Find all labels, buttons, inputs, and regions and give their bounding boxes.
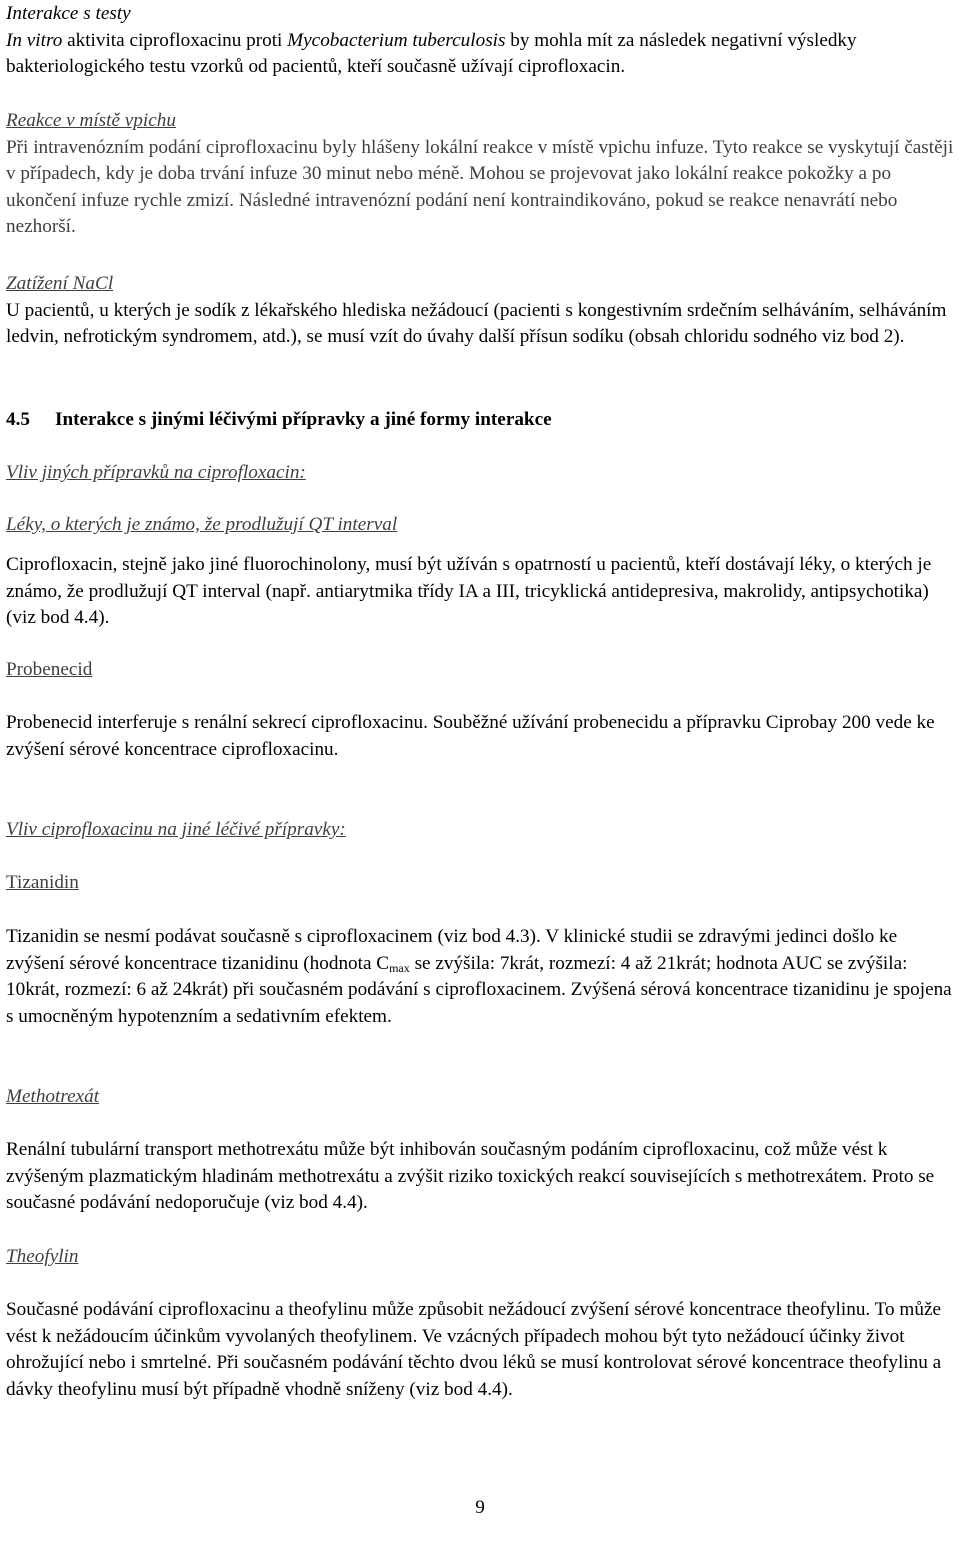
heading-probenecid: Probenecid [6, 659, 93, 680]
paragraph-qt-interval: Ciprofloxacin, stejně jako jiné fluorochinolony, musí být užíván s opatrností u pacientů, kteří dostávají léky, o kterých je známo, že prodlužují QT interval (např. antiarytmika třídy IA a III, tricyklická antidepresiva, makrolidy, antipsychotika) (viz bod 4.4). [6, 554, 932, 628]
paragraph-probenecid: Probenecid interferuje s renální sekrecí ciprofloxacinu. Souběžné užívání probenecidu a přípravku Ciprobay 200 vede ke zvýšení sérové koncentrace ciprofloxacinu. [6, 712, 935, 760]
section-4-5-heading [6, 407, 956, 434]
paragraph-reakce-v-miste-vpichu: Při intravenózním podání ciprofloxacinu byly hlášeny lokální reakce v místě vpichu infuze. Tyto reakce se vyskytují častěji v případech, kdy je doba trvání infuze 30 minut nebo méně. Mohou se projevovat jako lokální reakce pokožky a po ukončení infuze rychle zmizí. Následné intravenózní podání není kontraindikováno, pokud se reakce nenavrátí nebo nezhorší. [6, 136, 954, 237]
heading-qt-interval: Léky, o kterých je známo, že prodlužují QT interval [6, 514, 398, 535]
paragraph-methotrexat: Renální tubulární transport methotrexátu může být inhibován současným podáním ciprofloxacinu, což může vést k zvýšeným plazmatickým hladinám methotrexátu a zvýšit riziko toxických reakcí souvisejících s methotrexátem. Proto se současné podávání nedoporučuje (viz bod 4.4). [6, 1139, 935, 1213]
section-zatizeni-nacl [6, 271, 956, 351]
section-number: 4.5 [6, 409, 30, 430]
paragraph-theofylin: Současné podávání ciprofloxacinu a theofylinu může způsobit nežádoucí zvýšení sérové koncentrace theofylinu. To může vést k nežádoucím účinkům vyvolaných theofylinem. Ve vzácných případech mohou být tyto nežádoucí účinky život ohrožující nebo i smrtelné. Při současném podávání těchto dvou léků se musí kontrolovat sérové koncentrace theofylinu a dávky theofylinu musí být případně vhodně sníženy (viz bod 4.4). [6, 1299, 942, 1400]
heading-zatizeni-nacl: Zatížení NaCl [6, 273, 114, 294]
paragraph-zatizeni-nacl: U pacientů, u kterých je sodík z lékařského hlediska nežádoucí (pacienti s kongestivním srdečním selháváním, selháváním ledvin, nefrotickým syndromem, atd.), se musí vzít do úvahy další přísun sodíku (obsah chloridu sodného viz bod 2). [6, 299, 947, 347]
heading-methotrexat: Methotrexát [6, 1086, 100, 1107]
paragraph-interakce-s-testy: In vitro aktivita ciprofloxacinu proti Mycobacterium tuberculosis by mohla mít za následek negativní výsledky bakteriologického testu vzorků od pacientů, kteří současně užívají ciprofloxacin. [6, 29, 857, 77]
page-number: 9 [475, 1497, 485, 1518]
heading-vliv-jinych-pripravku: Vliv jiných přípravků na ciprofloxacin: [6, 462, 306, 483]
heading-theofylin: Theofylin [6, 1246, 79, 1267]
heading-tizanidin: Tizanidin [6, 872, 79, 893]
heading-reakce-v-miste-vpichu: Reakce v místě vpichu [6, 110, 176, 131]
heading-interakce-s-testy: Interakce s testy [6, 3, 131, 24]
section-title: Interakce s jinými léčivými přípravky a jiné formy interakce [54, 409, 552, 430]
heading-vliv-ciprofloxacinu: Vliv ciprofloxacinu na jiné léčivé přípravky: [6, 819, 346, 840]
section-interakce-s-testy [6, 1, 956, 81]
section-reakce-v-miste-vpichu [6, 108, 956, 241]
paragraph-tizanidin: Tizanidin se nesmí podávat současně s ciprofloxacinem (viz bod 4.3). V klinické studii se zdravými jedinci došlo ke zvýšení sérové koncentrace tizanidinu (hodnota $C_{max}$ se zvýšila: 7krát, rozmezí: 4 až 21krát; hodnota AUC se zvýšila: 10krát, rozmezí: 6 až 24krát) při současném podávání s ciprofloxacinem. Zvýšená sérová koncentrace tizanidinu je spojena s umocněným hypotenzním a sedativním efektem. [6, 926, 952, 1027]
